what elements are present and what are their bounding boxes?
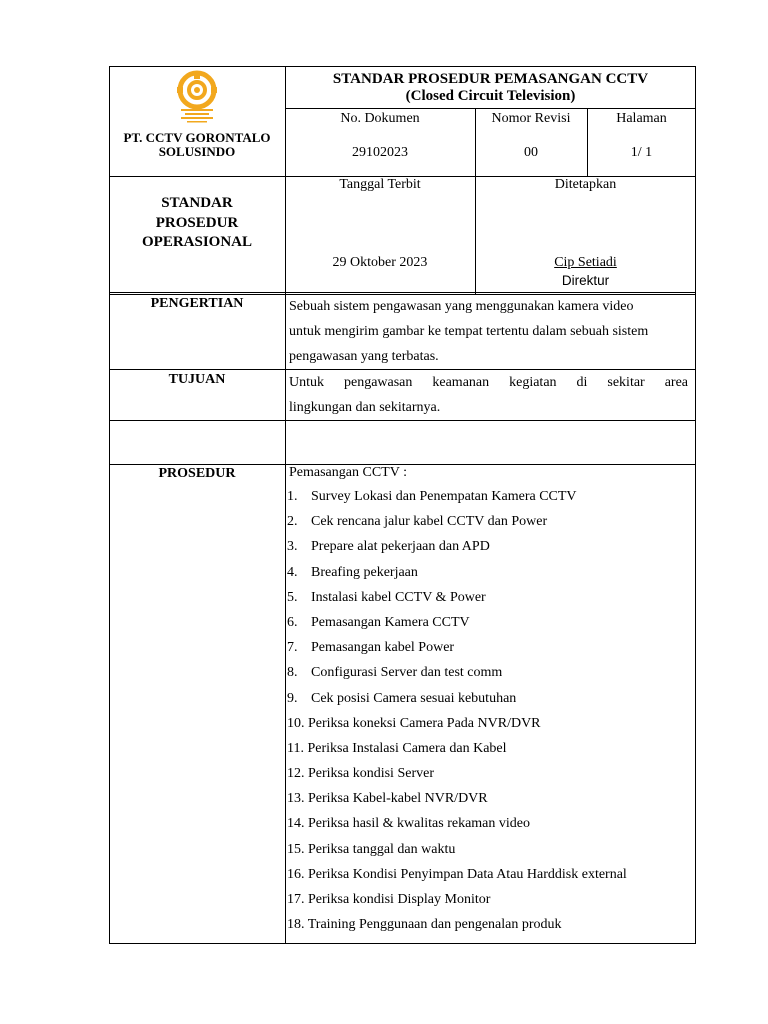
procedure-step	[287, 686, 627, 711]
procedure-step-number: 14.	[287, 816, 305, 832]
procedure-step-text: Periksa hasil & kwalitas rekaman video	[304, 816, 530, 832]
procedure-step-number: 7.	[287, 640, 298, 656]
procedure-step-text: Periksa koneksi Camera Pada NVR/DVR	[304, 715, 541, 731]
procedure-intro: Pemasangan CCTV :	[289, 465, 407, 480]
procedure-step-text: Survey Lokasi dan Penempatan Kamera CCTV	[311, 489, 577, 504]
page-value: 1/ 1	[630, 145, 653, 160]
procedure-step	[287, 610, 627, 635]
procedure-step	[287, 585, 627, 610]
procedure-step	[287, 560, 627, 585]
company-name-line2: SOLUSINDO	[158, 144, 236, 159]
definition-label: PENGERTIAN	[150, 296, 244, 311]
procedure-step-number: 11.	[287, 740, 304, 756]
procedure-step-number: 10.	[287, 715, 305, 731]
procedure-step	[287, 711, 627, 736]
definition-line: Sebuah sistem pengawasan yang menggunakan kamera video	[289, 299, 634, 314]
procedure-step	[287, 786, 627, 811]
procedure-step-number: 13.	[287, 791, 305, 807]
procedure-step-text: Periksa Instalasi Camera dan Kabel	[303, 740, 507, 756]
revision-value: 00	[524, 145, 538, 160]
purpose-text	[289, 370, 688, 420]
procedure-step	[287, 484, 627, 509]
purpose-line: Untuk pengawasan keamanan kegiatan di sekitar area	[289, 375, 688, 390]
procedure-step-text: Cek rencana jalur kabel CCTV dan Power	[311, 514, 548, 530]
revision-label: Nomor Revisi	[491, 111, 571, 126]
procedure-step	[287, 635, 627, 660]
sop-line2: PROSEDUR	[155, 214, 239, 231]
procedure-step-number: 4.	[287, 564, 298, 580]
procedure-step	[287, 862, 627, 887]
definition-line: pengawasan yang terbatas.	[289, 349, 439, 364]
procedure-step-number: 17.	[287, 892, 305, 907]
procedure-step-text: Periksa tanggal dan waktu	[304, 841, 456, 857]
procedure-step	[287, 837, 627, 862]
rule	[109, 420, 696, 421]
doc-no-value: 29102023	[352, 145, 408, 160]
title-line2: (Closed Circuit Television)	[405, 88, 576, 104]
title-line1: STANDAR PROSEDUR PEMASANGAN CCTV	[332, 71, 649, 87]
rule	[109, 292, 696, 293]
procedure-step-number: 6.	[287, 614, 298, 630]
sop-line3: OPERASIONAL	[141, 234, 253, 250]
procedure-step-number: 2.	[287, 514, 298, 530]
procedure-step-number: 3.	[287, 539, 298, 555]
company-name-line1: PT. CCTV GORONTALO	[123, 130, 271, 145]
procedure-step-number: 1.	[287, 489, 298, 504]
definition-line: untuk mengirim gambar ke tempat tertentu dalam sebuah sistem	[289, 324, 649, 339]
procedure-step-text: Training Penggunaan dan pengenalan produk	[304, 917, 562, 933]
issue-date-label: Tanggal Terbit	[339, 177, 421, 192]
procedure-step-text: Periksa kondisi Server	[304, 766, 434, 782]
rule	[285, 66, 286, 944]
procedure-step-number: 18.	[287, 917, 305, 933]
procedure-step	[287, 660, 627, 685]
document-title	[285, 71, 696, 105]
procedure-step-number: 15.	[287, 841, 305, 857]
issue-date-value: 29 Oktober 2023	[332, 255, 428, 270]
company-name	[109, 131, 285, 159]
sop-line1: STANDAR	[161, 195, 233, 211]
procedure-step-number: 8.	[287, 665, 298, 681]
approver-name: Cip Setiadi	[554, 255, 617, 270]
purpose-label: TUJUAN	[168, 372, 226, 387]
approved-label: Ditetapkan	[554, 177, 617, 192]
procedure-step-text: Breafing pekerjaan	[311, 564, 418, 580]
rule	[285, 108, 696, 109]
procedure-step-text: Periksa Kabel-kabel NVR/DVR	[304, 791, 488, 807]
sop-heading	[109, 194, 285, 253]
procedure-step-text: Instalasi kabel CCTV & Power	[311, 589, 486, 605]
page-label: Halaman	[616, 111, 667, 126]
procedure-label: PROSEDUR	[158, 466, 236, 481]
approver-title: Direktur	[561, 273, 610, 288]
procedure-steps	[287, 484, 627, 937]
doc-no-label: No. Dokumen	[340, 111, 420, 126]
procedure-step	[287, 887, 627, 912]
procedure-step-text: Prepare alat pekerjaan dan APD	[311, 539, 490, 555]
procedure-step-text: Configurasi Server dan test comm	[311, 665, 503, 681]
procedure-step	[287, 509, 627, 534]
procedure-step	[287, 811, 627, 836]
procedure-step-number: 16.	[287, 866, 305, 882]
definition-text	[289, 294, 689, 369]
procedure-step-text: Cek posisi Camera sesuai kebutuhan	[311, 690, 517, 706]
procedure-step	[287, 912, 627, 937]
procedure-step-text: Pemasangan kabel Power	[311, 640, 455, 656]
procedure-step-number: 12.	[287, 766, 305, 782]
procedure-step-text: Periksa kondisi Display Monitor	[304, 892, 491, 907]
purpose-line: lingkungan dan sekitarnya.	[289, 400, 441, 415]
company-logo	[173, 70, 221, 126]
procedure-step-text: Pemasangan Kamera CCTV	[311, 614, 470, 630]
procedure-step-text: Periksa Kondisi Penyimpan Data Atau Harddisk external	[304, 866, 627, 882]
procedure-step	[287, 736, 627, 761]
procedure-step-number: 5.	[287, 589, 298, 605]
procedure-step	[287, 761, 627, 786]
procedure-step-number: 9.	[287, 690, 298, 706]
procedure-step	[287, 534, 627, 559]
